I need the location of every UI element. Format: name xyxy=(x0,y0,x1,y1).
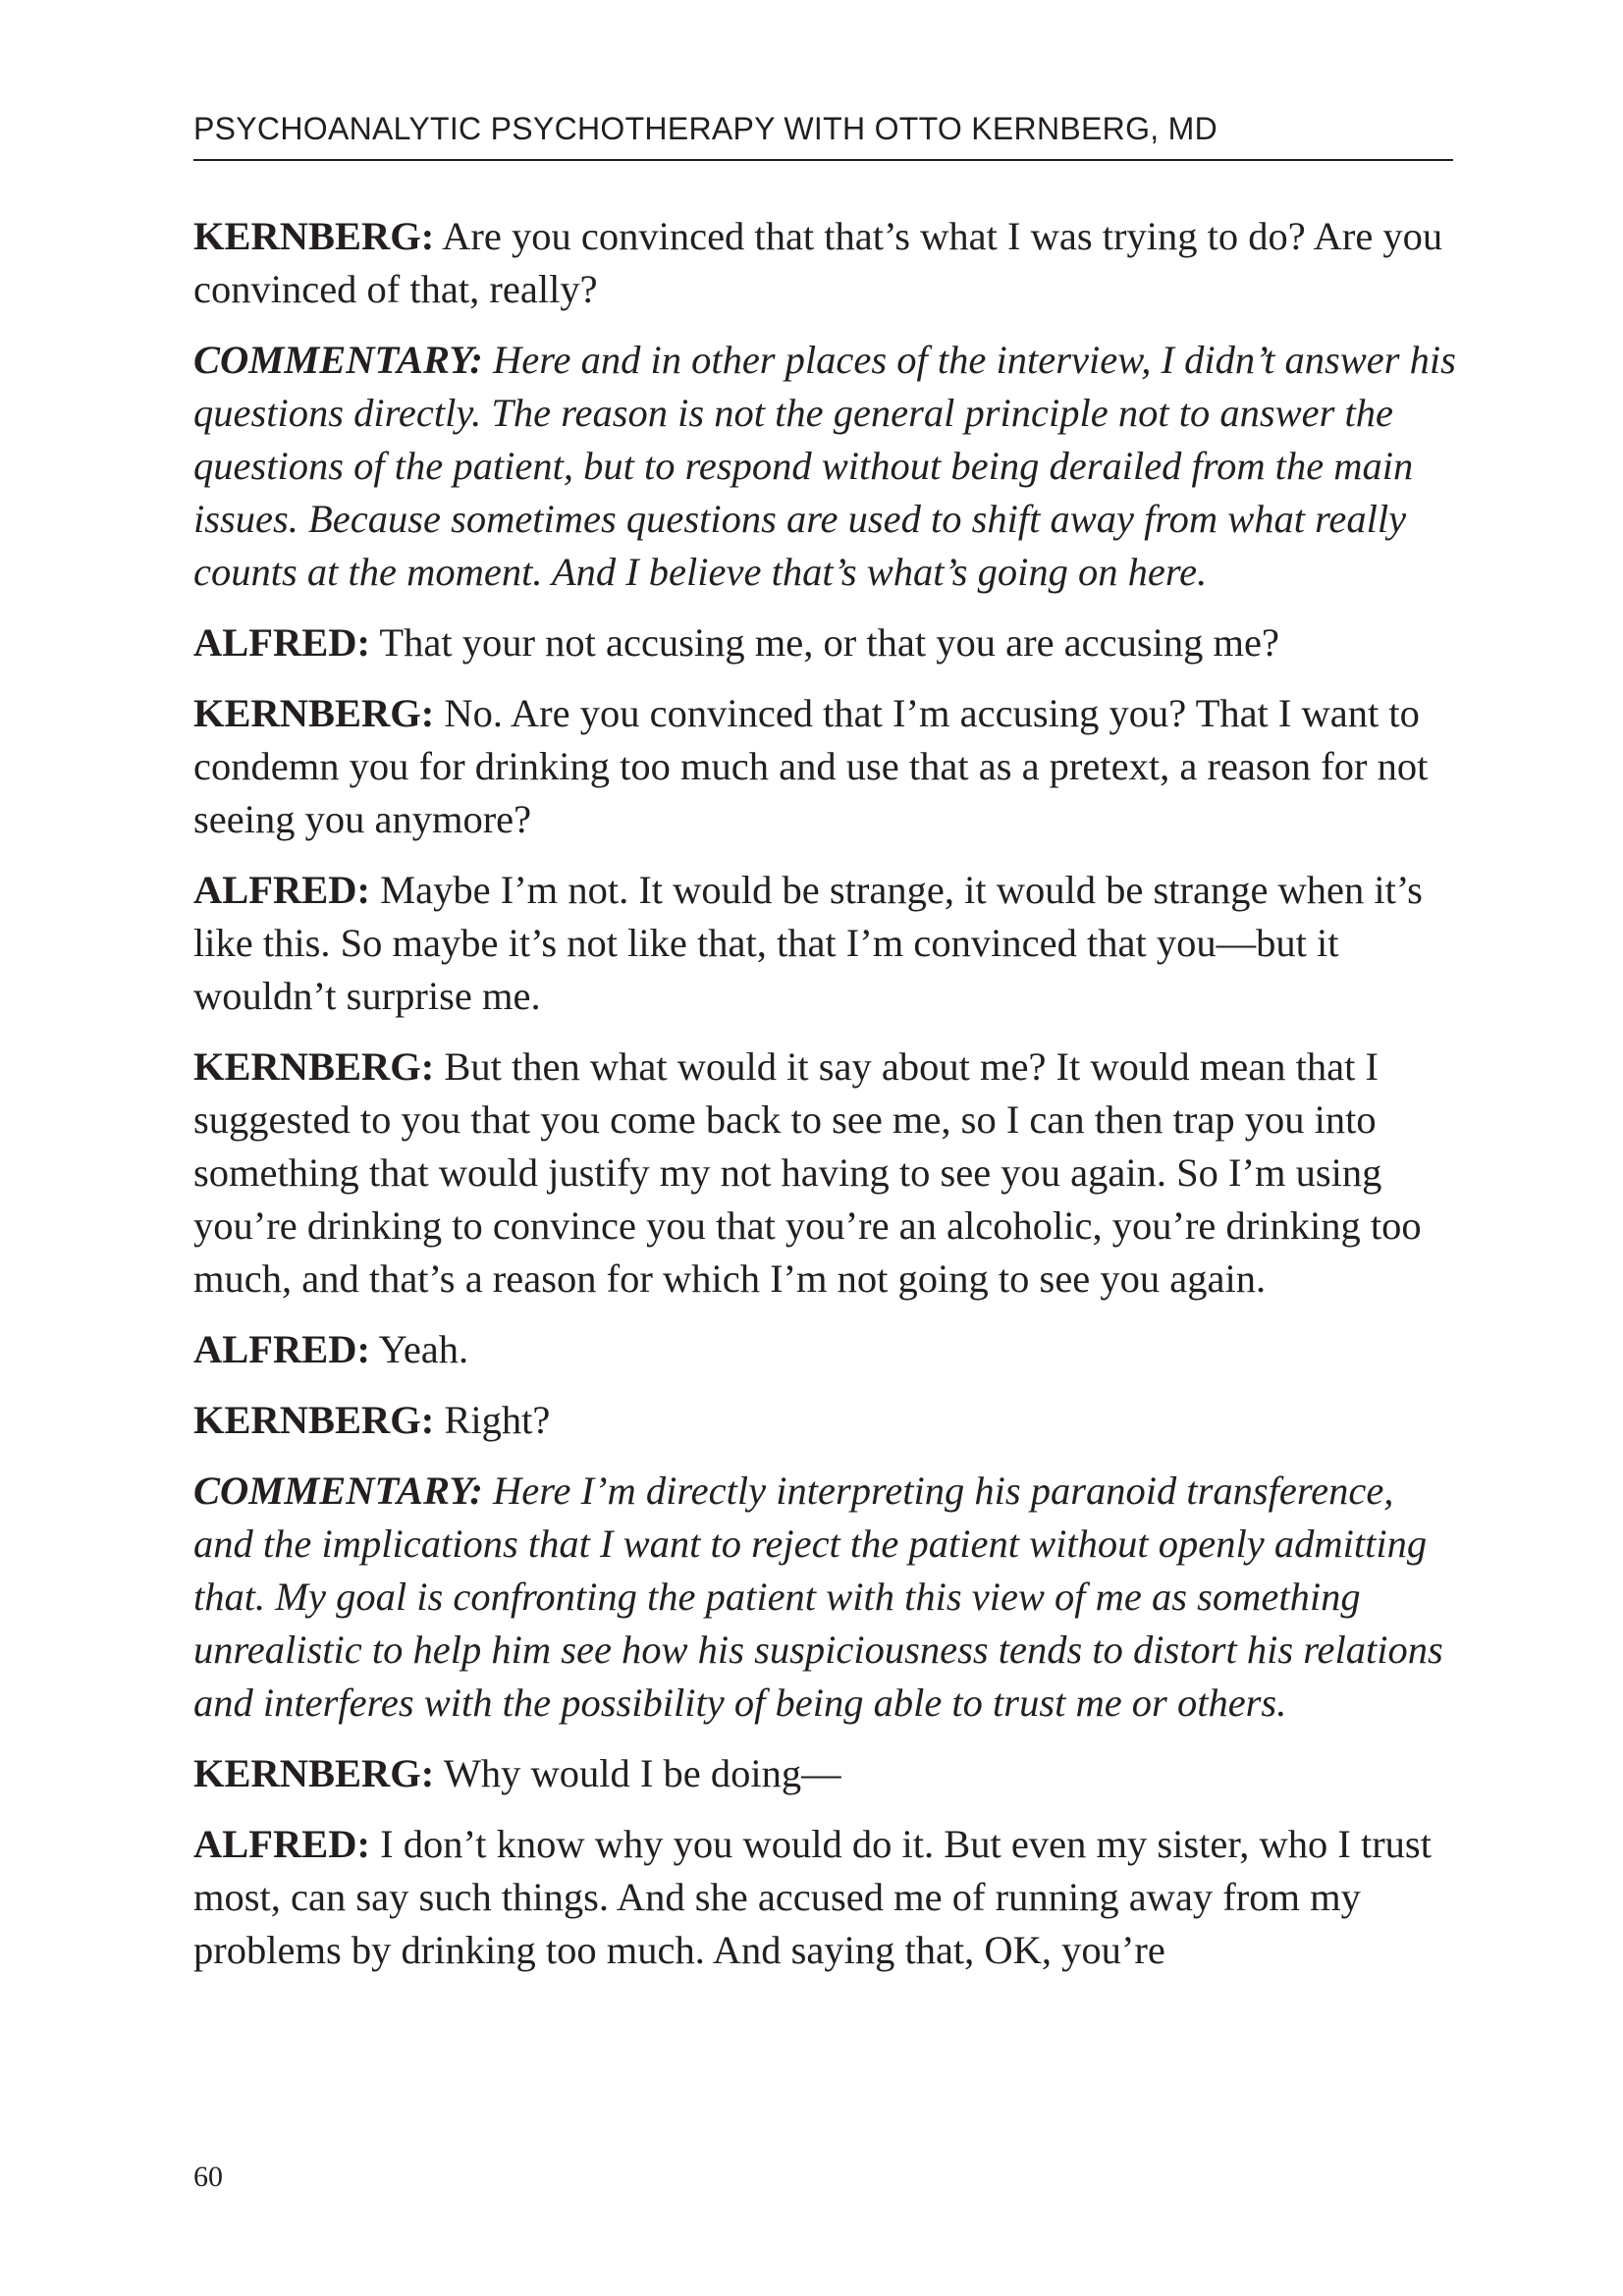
paragraph-text: That your not accusing me, or that you are accusing me? xyxy=(379,620,1279,665)
commentary-paragraph xyxy=(193,1465,1460,1730)
dialogue-paragraph xyxy=(193,864,1460,1023)
dialogue-paragraph xyxy=(193,1394,1460,1447)
paragraph-text: Right? xyxy=(444,1398,551,1442)
speaker-label: ALFRED: xyxy=(193,868,370,912)
paragraph-text: Maybe I’m not. It would be strange, it would be strange when it’s like this. So maybe it’s not like that, that I’m convinced that you—but it wouldn’t surprise me. xyxy=(193,868,1423,1018)
dialogue-paragraph xyxy=(193,687,1460,846)
speaker-label: ALFRED: xyxy=(193,620,370,665)
running-head: PSYCHOANALYTIC PSYCHOTHERAPY WITH OTTO KERNBERG, MD xyxy=(193,111,1218,146)
dialogue-paragraph xyxy=(193,1041,1460,1306)
dialogue-paragraph xyxy=(193,210,1460,316)
header-rule xyxy=(193,159,1453,161)
dialogue-paragraph xyxy=(193,616,1460,669)
page-number: 60 xyxy=(193,2161,223,2193)
speaker-label: COMMENTARY: xyxy=(193,338,483,382)
commentary-paragraph xyxy=(193,334,1460,599)
body-text xyxy=(193,210,1460,1995)
speaker-label: KERNBERG: xyxy=(193,1751,435,1795)
dialogue-paragraph xyxy=(193,1747,1460,1800)
speaker-label: KERNBERG: xyxy=(193,1398,435,1442)
paragraph-text: Yeah. xyxy=(378,1327,469,1371)
paragraph-text: Here and in other places of the interview, I didn’t answer his questions directly. The reason is not the general principle not to answer the questions of the patient, but to respond without being derailed from the main issues. Because sometimes questions are used to shift away from what really counts at the moment. And I believe that’s what’s going on here. xyxy=(193,338,1456,594)
dialogue-paragraph xyxy=(193,1818,1460,1977)
paragraph-text: Why would I be doing— xyxy=(443,1751,841,1795)
paragraph-text: But then what would it say about me? It would mean that I suggested to you that you come back to see me, so I can then trap you into something that would justify my not having to see you again. So I’m using you’re drinking to convince you that you’re an alcoholic, you’re drinking too much, and that’s a reason for which I’m not going to see you again. xyxy=(193,1044,1422,1301)
speaker-label: COMMENTARY: xyxy=(193,1468,483,1513)
speaker-label: ALFRED: xyxy=(193,1822,370,1866)
paragraph-text: Here I’m directly interpreting his paranoid transference, and the implications that I want to reject the patient without openly admitting that. My goal is confronting the patient with this view of me as something unrealistic to help him see how his suspiciousness tends to distort his relations and interferes with the possibility of being able to trust me or others. xyxy=(193,1468,1443,1725)
speaker-label: KERNBERG: xyxy=(193,1044,435,1089)
paragraph-text: No. Are you convinced that I’m accusing you? That I want to condemn you for drinking too much and use that as a pretext, a reason for not seeing you anymore? xyxy=(193,691,1429,841)
dialogue-paragraph xyxy=(193,1323,1460,1376)
speaker-label: KERNBERG: xyxy=(193,691,435,735)
speaker-label: KERNBERG: xyxy=(193,214,435,258)
speaker-label: ALFRED: xyxy=(193,1327,370,1371)
paragraph-text: Are you convinced that that’s what I was trying to do? Are you convinced of that, really? xyxy=(193,214,1443,311)
paragraph-text: I don’t know why you would do it. But even my sister, who I trust most, can say such things. And she accused me of running away from my problems by drinking too much. And saying that, OK, you’re xyxy=(193,1822,1432,1972)
